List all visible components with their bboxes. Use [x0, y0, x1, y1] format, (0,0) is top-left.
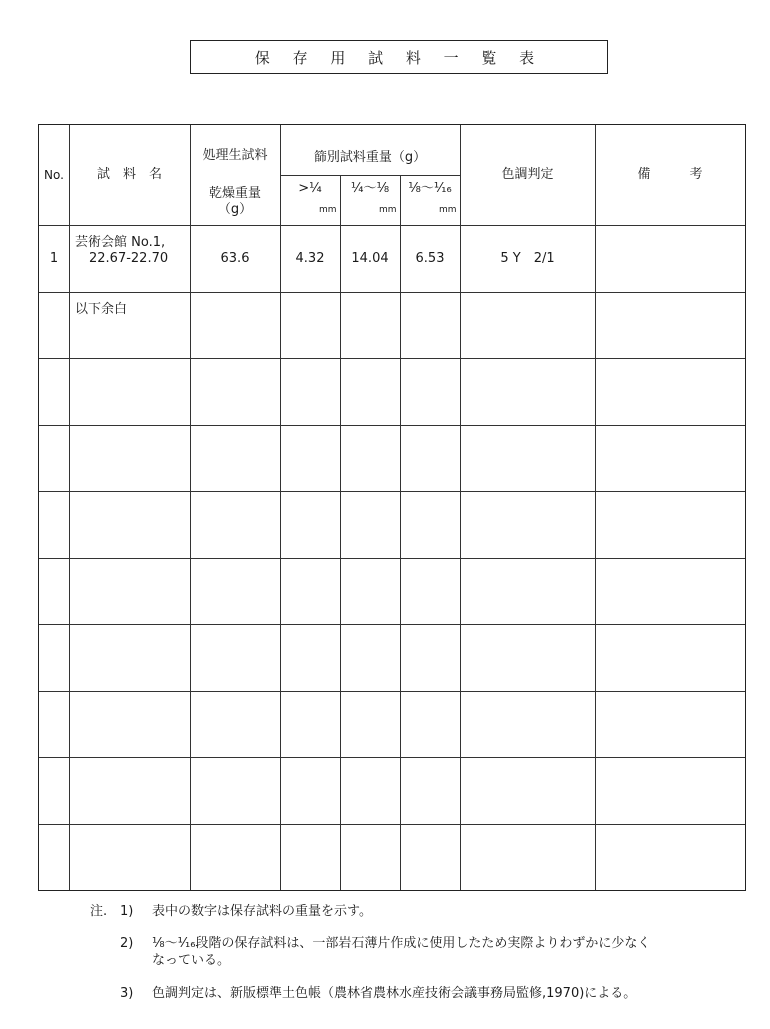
header-unit-mm: mm — [379, 205, 397, 215]
col-divider — [595, 125, 596, 890]
note3-text: 色調判定は、新版標準土色帳（農林省農林水産技術会議事務局監修,1970)による。 — [152, 986, 637, 1001]
sample-table — [38, 124, 746, 891]
row1-weight-gt-quarter: 4.32 — [295, 250, 325, 266]
row1-weight-quarter-eighth: 14.04 — [351, 250, 389, 266]
header-sample-name: 試 料 名 — [96, 167, 162, 182]
row-divider — [39, 691, 745, 692]
notes-prefix: 注. — [90, 904, 108, 919]
header-unit-mm: mm — [319, 205, 337, 215]
header-treated-bottom: 乾燥重量 — [208, 186, 261, 201]
note1-text: 表中の数字は保存試料の重量を示す。 — [152, 904, 372, 919]
subheader-divider — [280, 175, 460, 176]
row-divider — [39, 824, 745, 825]
row1-no: 1 — [49, 250, 59, 266]
note3-label: 3) — [120, 986, 134, 1001]
row-divider — [39, 558, 745, 559]
header-sub-eighth-sixteenth: ⅛〜¹⁄₁₆ — [408, 181, 452, 196]
row-divider — [39, 491, 745, 492]
row-divider — [39, 425, 745, 426]
row-divider — [39, 358, 745, 359]
header-sub-quarter-eighth: ¼〜⅛ — [350, 181, 390, 196]
header-sub-gt-quarter: >¼ — [298, 181, 322, 196]
row1-name-line2: 22.67-22.70 — [89, 251, 169, 266]
row2-name: 以下余白 — [75, 302, 128, 317]
header-remarks: 備 考 — [637, 167, 703, 182]
row1-dry-weight: 63.6 — [220, 250, 250, 266]
note2-label: 2) — [120, 936, 134, 951]
header-color: 色調判定 — [501, 167, 554, 182]
row-divider — [39, 757, 745, 758]
note1-label: 1) — [120, 904, 134, 919]
header-sieved: 篩別試料重量（g） — [313, 150, 427, 165]
row1-weight-eighth-sixteenth: 6.53 — [415, 250, 445, 266]
row-divider — [39, 624, 745, 625]
header-unit-mm: mm — [439, 205, 457, 215]
col-divider — [69, 125, 70, 890]
table-title — [190, 40, 608, 74]
header-no: No. — [44, 168, 64, 182]
header-treated-unit: （g） — [217, 202, 253, 217]
header-treated-top: 処理生試料 — [202, 148, 268, 163]
row-divider — [39, 292, 745, 293]
row1-name-line1: 芸術会館 No.1, — [75, 235, 166, 250]
table-title-text: 保 存 用 試 料 一 覧 表 — [254, 48, 544, 67]
note2-line2: なっている。 — [152, 953, 231, 968]
row1-color: 5 Y 2/1 — [500, 250, 555, 266]
note2-line1: ⅛〜¹⁄₁₆段階の保存試料は、一部岩石薄片作成に使用したため実際よりわずかに少なく — [152, 936, 651, 951]
